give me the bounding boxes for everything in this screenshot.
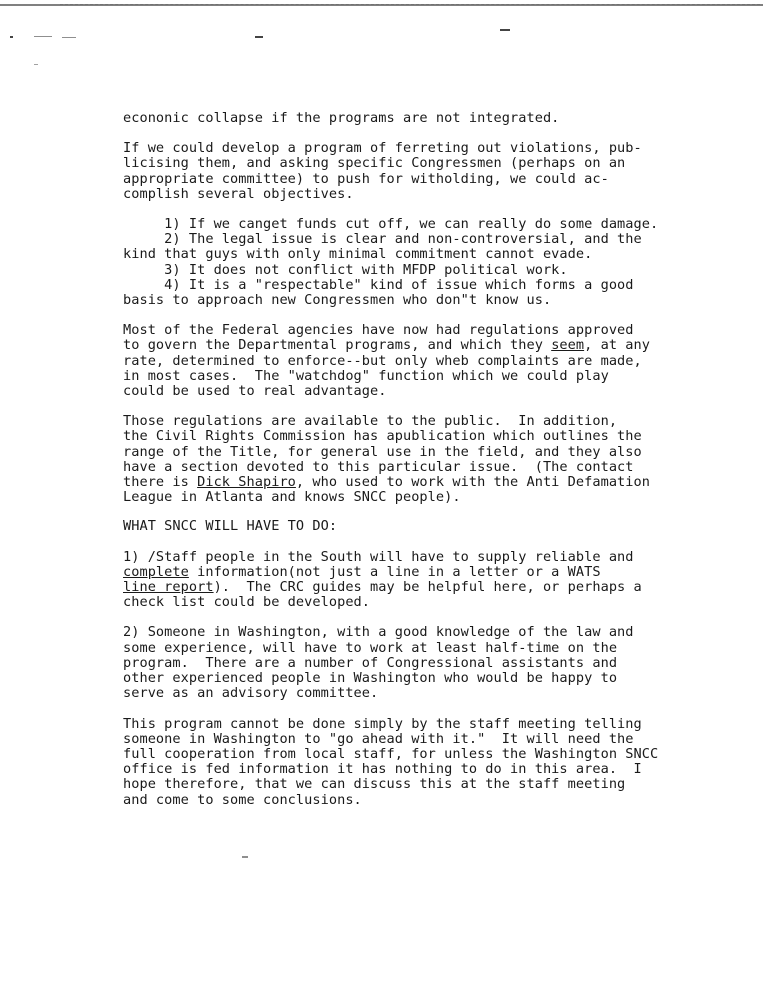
paragraph-regulations [123, 414, 713, 505]
text-line [123, 475, 713, 490]
text-line: the Civil Rights Commission has apublication which outlines the [123, 428, 642, 445]
text-line: check list could be developed. [123, 594, 371, 611]
underlined-phrase: line report [123, 579, 214, 596]
text-line: 1) /Staff people in the South will have to supply reliable and [123, 548, 634, 565]
text-line: office is fed information it has nothing to do in this area. I [123, 761, 642, 778]
text-line [123, 565, 713, 580]
underlined-word: complete [123, 563, 189, 580]
text-span: , at any [584, 337, 650, 354]
underlined-word: seem [551, 337, 585, 354]
paragraph-program [123, 141, 713, 202]
text-span: to govern the Departmental programs, and which they [123, 337, 552, 354]
scan-speck [10, 36, 13, 38]
text-line: Those regulations are available to the public. In addition, [123, 413, 618, 430]
scan-speck [500, 29, 510, 31]
text-line [123, 338, 713, 353]
text-line: kind that guys with only minimal commitment cannot evade. [123, 246, 593, 263]
scan-speck [255, 36, 263, 38]
text-span: ). The CRC guides may be helpful here, or perhaps a [213, 579, 642, 596]
text-line: basis to approach new Congressmen who don"t know us. [123, 292, 552, 309]
text-line: some experience, will have to work at least half-time on the [123, 639, 618, 656]
text-line: complish several objectives. [123, 185, 354, 202]
text-line: other experienced people in Washington who would be happy to [123, 670, 618, 687]
scan-speck [242, 856, 248, 858]
text-line: This program cannot be done simply by the staff meeting telling [123, 715, 642, 732]
text-line: serve as an advisory committee. [123, 685, 379, 702]
paragraph-conclusion [123, 717, 713, 808]
text-line: Most of the Federal agencies have now had regulations approved [123, 322, 634, 339]
underlined-name: Dick Shapiro [197, 474, 296, 491]
objectives-list [123, 217, 713, 308]
scan-speck [62, 37, 76, 38]
item-washington [123, 625, 713, 701]
text-line: full cooperation from local staff, for unless the Washington SNCC [123, 745, 659, 762]
objective-4: 4) It is a "respectable" kind of issue which forms a good [123, 276, 634, 293]
text-line: could be used to real advantage. [123, 383, 387, 400]
objective-1: 1) If we canget funds cut off, we can really do some damage. [123, 216, 659, 233]
paragraph-federal-agencies [123, 323, 713, 399]
memo-page [123, 111, 713, 808]
text-line: appropriate committee) to push for witholding, we could ac- [123, 170, 609, 187]
text-line: program. There are a number of Congressional assistants and [123, 654, 618, 671]
text-line: licising them, and asking specific Congressmen (perhaps on an [123, 155, 626, 172]
text-line: someone in Washington to "go ahead with it." It will need the [123, 730, 634, 747]
text-line: range of the Title, for general use in the field, and they also [123, 443, 642, 460]
text-line: have a section devoted to this particular issue. (The contact [123, 458, 634, 475]
text-line: League in Atlanta and knows SNCC people). [123, 489, 461, 506]
text-line: 2) Someone in Washington, with a good knowledge of the law and [123, 624, 634, 641]
text-line [123, 580, 713, 595]
objective-3: 3) It does not conflict with MFDP political work. [123, 261, 568, 278]
text-line: If we could develop a program of ferreting out violations, pub- [123, 140, 642, 157]
scan-speck [34, 64, 38, 65]
text-line: hope therefore, that we can discuss this at the staff meeting [123, 776, 626, 793]
section-heading: WHAT SNCC WILL HAVE TO DO: [123, 518, 338, 535]
text-line: and come to some conclusions. [123, 791, 362, 808]
text-line: econonic collapse if the programs are not integrated. [123, 110, 560, 126]
text-span: information(not just a line in a letter or a WATS [188, 563, 601, 580]
text-line: rate, determined to enforce--but only wheb complaints are made, [123, 352, 642, 369]
text-line: in most cases. The "watchdog" function which we could play [123, 367, 609, 384]
scan-speck [34, 36, 52, 37]
scan-top-rule [0, 4, 763, 6]
objective-2: 2) The legal issue is clear and non-controversial, and the [123, 231, 642, 248]
text-span: there is [123, 474, 198, 491]
item-staff-people [123, 550, 713, 611]
text-span: , who used to work with the Anti Defamation [295, 474, 650, 491]
